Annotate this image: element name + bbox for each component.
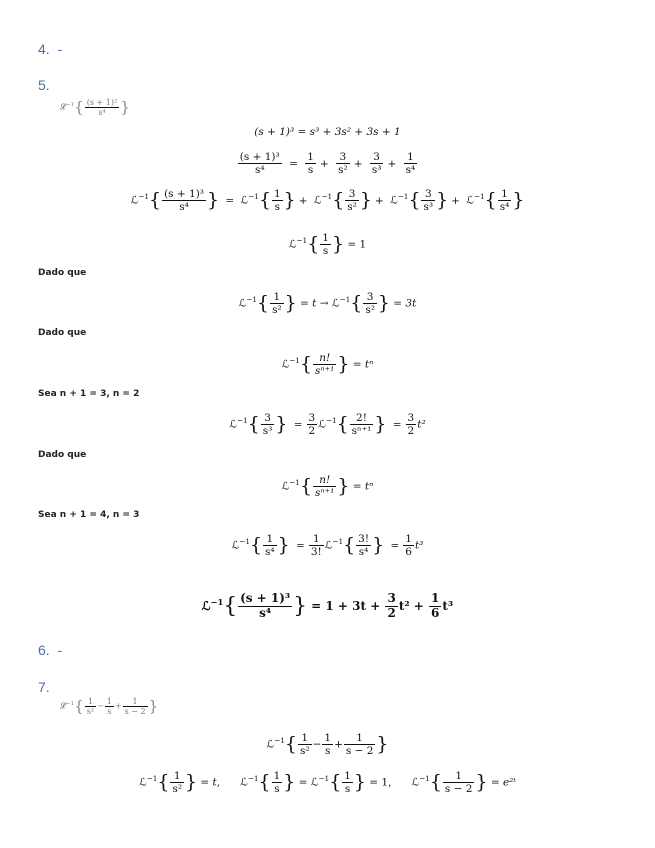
- text-sea-n-2: Sea n + 1 = 3, n = 2: [38, 389, 140, 399]
- equation-problem-7-terms: ℒ$^{-1}${ $\frac{1}{\text{s²}}$ } = t, ℒ$^{-1}${ $\frac{1}{s}$ } = ℒ$^{-1}${ $\frac{1}{s}$ } = 1, ℒ$^{-1}${ $\frac{1}{s - 2}$ } = e²ᵗ: [139, 770, 516, 796]
- item-number-5: 5.: [38, 77, 50, 93]
- equation-inverse-3-over-s3: ℒ$^{-1}${ $\frac{3}{\text{s³}}$ } = $\frac{3}{2}$ ℒ$^{-1}${ $\frac{2!}{\text{sⁿ⁺¹}}$ } = $\frac{3}{2}$ t²: [229, 412, 426, 438]
- text-sea-n-3: Sea n + 1 = 4, n = 3: [38, 510, 140, 520]
- problem-5-statement: 𝓛$^{-1}${ $\frac{\text{(s + 1)²}}{\text{s⁴}}$ }: [60, 98, 130, 118]
- item-number-7: 7.: [38, 679, 50, 695]
- equation-laplace-split: ℒ$^{-1}${ $\frac{\text{(s + 1)³}}{\text{s⁴}}$ } = ℒ$^{-1}${ $\frac{1}{s}$ } + ℒ$^{-1}${ $\frac{3}{\text{s²}}$ } + ℒ$^{-1}${ $\frac{3}{\text{s³}}$ } + ℒ$^{-1}${ $\frac{1}{\text{s⁴}}$ }: [130, 188, 525, 214]
- equation-inverse-1-over-s4: ℒ$^{-1}${ $\frac{1}{\text{s⁴}}$ } = $\frac{1}{3!}$ ℒ$^{-1}${ $\frac{3!}{\text{s⁴}}$ } = $\frac{1}{6}$ t³: [231, 533, 424, 559]
- equation-inverse-1-over-s: ℒ$^{-1}${ $\frac{1}{s}$ } = 1: [288, 232, 367, 258]
- problem-7-statement: 𝓛$^{-1}${ $\frac{1}{\text{s²}}$ − $\frac{1}{s}$ + $\frac{1}{s - 2}$ }: [60, 697, 159, 717]
- item-number-6: 6. -: [38, 642, 63, 658]
- equation-general-power-2: ℒ$^{-1}${ $\frac{n!}{\text{sⁿ⁺¹}}$ } = tⁿ: [281, 474, 374, 500]
- text-dado-que-3: Dado que: [38, 450, 87, 460]
- item-number-4: 4. -: [38, 41, 63, 57]
- text-dado-que-2: Dado que: [38, 328, 87, 338]
- equation-final-result: ℒ$^{-1}${ $\frac{\text{(s + 1)³}}{\text{s⁴}}$ } = 1 + 3t + $\frac{3}{2}$ t² + $\frac{1}{6}$ t³: [201, 591, 454, 620]
- equation-inverse-1-over-s2: ℒ$^{-1}${ $\frac{1}{\text{s²}}$ } = t → ℒ$^{-1}${ $\frac{3}{\text{s²}}$ } = 3t: [238, 291, 417, 317]
- equation-general-power-1: ℒ$^{-1}${ $\frac{n!}{\text{sⁿ⁺¹}}$ } = tⁿ: [281, 352, 374, 378]
- text-dado-que-1: Dado que: [38, 268, 87, 278]
- equation-expansion: (s + 1)³ = s³ + 3s² + 3s + 1: [254, 126, 401, 138]
- equation-problem-7: ℒ$^{-1}${ $\frac{1}{\text{s²}}$ − $\frac{1}{s}$ + $\frac{1}{s - 2}$ }: [266, 732, 389, 758]
- equation-partial-fractions: $\frac{\text{(s + 1)³}}{\text{s⁴}}$ = $\frac{1}{s}$ + $\frac{3}{\text{s²}}$ + $\frac{3}{\text{s³}}$ + $\frac{1}{\text{s⁴}}$: [239, 151, 416, 177]
